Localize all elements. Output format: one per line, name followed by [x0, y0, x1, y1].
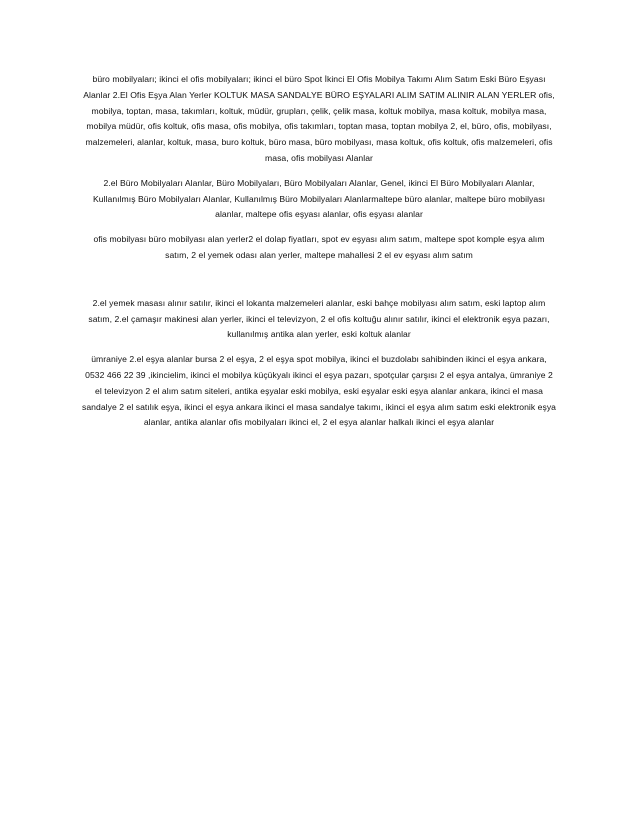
document-body	[82, 72, 556, 440]
paragraph-used-items-buying-selling: 2.el yemek masası alınır satılır, ikinci el lokanta malzemeleri alanlar, eski bahçe mobilyası alım satım, eski laptop alım satım, 2.el çamaşır makinesi alan yerler, ikinci el televizyon, 2 el ofis koltuğu alınır satılır, ikinci el elektronik eşya pazarı, kullanılmış antika alan yerler, eski koltuk alanlar	[88, 297, 550, 340]
paragraph-regional-secondhand-listings: ümraniye 2.el eşya alanlar bursa 2 el eşya, 2 el eşya spot mobilya, ikinci el buzdolabı sahibinden ikinci el eşya ankara, 0532 466 22 39 ,ikincielim, ikinci el mobilya küçükyalı ikinci el eşya pazarı, spotçular çarşısı 2 el eşya antalya, ümraniye 2 el televizyon 2 el alım satım siteleri, antika eşyalar eski mobilya, eski eşyalar eski eşya alanlar ankara, ikinci el masa sandalye 2 el satılık eşya, ikinci el eşya ankara ikinci el masa sandalye takımı, ikinci el eşya alım satım eski elektronik eşya alanlar, antika alanlar ofis mobilyaları ikinci el, 2 el eşya alanlar halkalı ikinci el eşya alanlar	[82, 354, 557, 428]
paragraph-secondhand-office-buyers: 2.el Büro Mobilyaları Alanlar, Büro Mobilyaları, Büro Mobilyaları Alanlar, Genel, ikinci El Büro Mobilyaları Alanlar, Kullanılmış Büro Mobilyaları Alanlar, Kullanılmış Büro Mobilyaları Alanlarmaltepe büro alanlar, maltepe büro mobilyası alanlar, maltepe ofis eşyası alanlar, ofis eşyası alanlar	[92, 177, 546, 220]
paragraph-office-furniture-keywords: büro mobilyaları; ikinci el ofis mobilyaları; ikinci el büro Spot İkinci El Ofis Mobilya Takımı Alım Satım Eski Büro Eşyası Alanlar 2.El Ofis Eşya Alan Yerler KOLTUK MASA SANDALYE BÜRO EŞYALARI ALIM SATIM ALINIR ALAN YERLER ofis, mobilya, toptan, masa, takımları, koltuk, müdür, grupları, çelik, çelik masa, koltuk mobilya, masa koltuk, mobilya masa, mobilya müdür, ofis koltuk, ofis masa, ofis mobilya, ofis takımları, toptan masa, toptan mobilya 2, el, büro, ofis, mobilyası, malzemeleri, alanlar, koltuk, masa, buro koltuk, büro masa, büro mobilyası, masa koltuk, ofis koltuk, ofis malzemeleri, ofis masa, ofis mobilyası Alanlar	[83, 74, 555, 163]
paragraph-spot-furniture-trade: ofis mobilyası büro mobilyası alan yerler2 el dolap fiyatları, spot ev eşyası alım satım, maltepe spot komple eşya alım satım, 2 el yemek odası alan yerler, maltepe mahallesi 2 el ev eşyası alım satım	[93, 234, 545, 260]
